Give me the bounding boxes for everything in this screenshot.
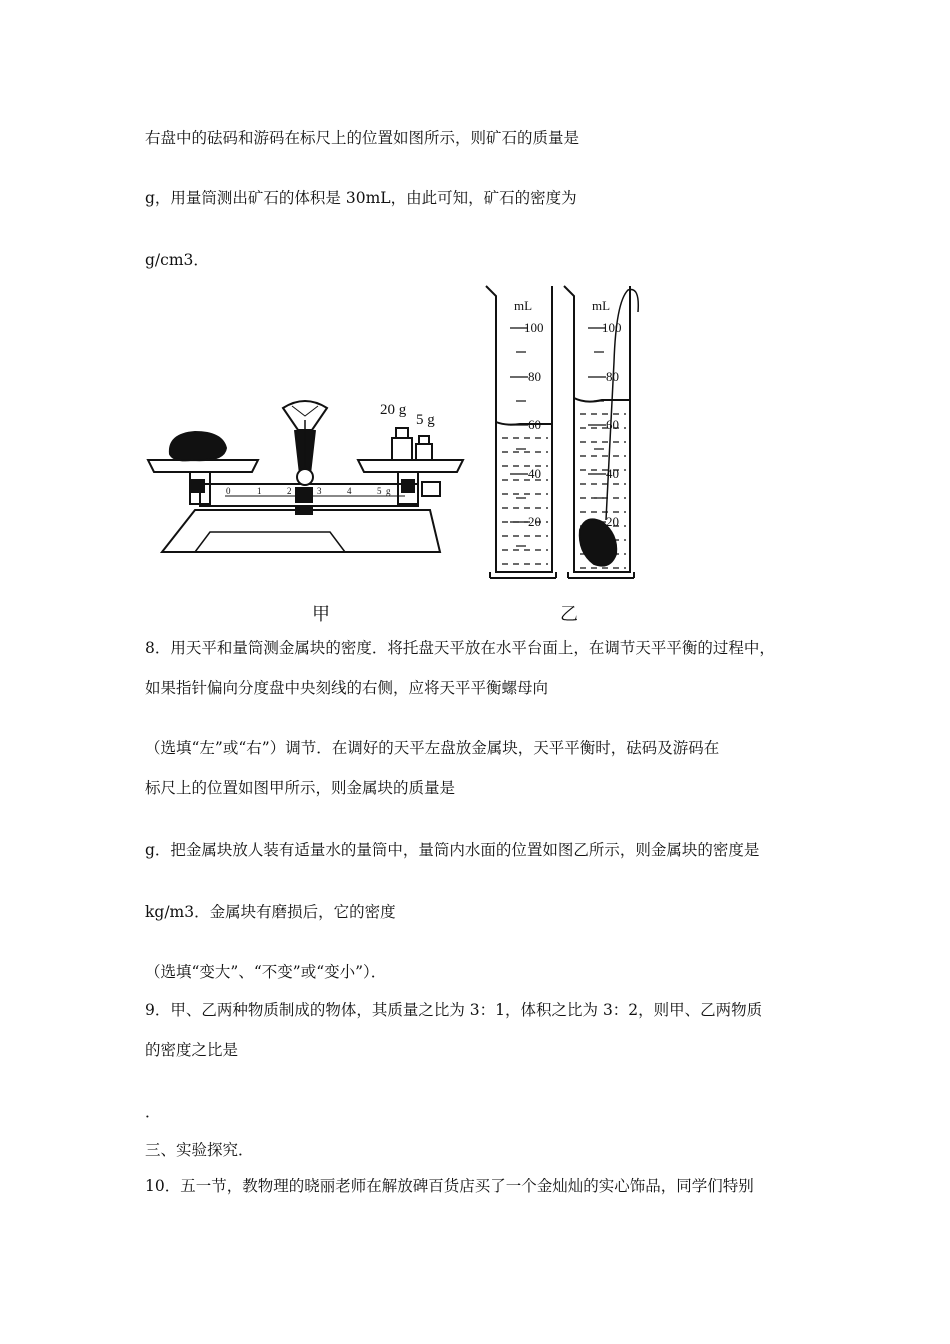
ruler-tick-label: 5 [377, 486, 382, 496]
text-line: kg/m3．金属块有磨损后，它的密度 [145, 903, 396, 921]
text-line: 的密度之比是 [145, 1041, 239, 1059]
ruler-tick-label: 4 [347, 486, 352, 496]
text-line: 标尺上的位置如图甲所示，则金属块的质量是 [145, 779, 456, 797]
cylinder-mark-label: 60 [528, 417, 541, 432]
text-line: 10．五一节，教物理的晓丽老师在解放碑百货店买了一个金灿灿的实心饰品，同学们特别 [145, 1177, 754, 1195]
balance-and-cylinder-figure [140, 282, 660, 627]
cylinder-unit-label: mL [592, 298, 611, 313]
weight-label-5g: 5 g [416, 412, 435, 428]
text-line: g，用量筒测出矿石的体积是 30mL，由此可知，矿石的密度为 [145, 189, 577, 207]
text-line: ． [145, 1103, 161, 1121]
cylinder-mark-label: 100 [602, 320, 622, 335]
ruler-tick-label: 0 [226, 486, 231, 496]
figure-caption-yi: 乙 [560, 604, 578, 625]
text-line: 9．甲、乙两种物质制成的物体，其质量之比为 3：1，体积之比为 3：2，则甲、乙两物质 [145, 1001, 763, 1019]
cylinder-before [486, 286, 556, 578]
cylinder-mark-label: 80 [528, 369, 541, 384]
text-line: （选填“左”或“右”）调节．在调好的天平左盘放金属块，天平平衡时，砝码及游码在 [145, 739, 720, 757]
cylinder-mark-label: 20 [606, 514, 619, 529]
figure-caption-jia: 甲 [312, 604, 330, 625]
text-line: 如果指针偏向分度盘中央刻线的右侧，应将天平平衡螺母向 [145, 679, 549, 697]
text-line: （选填“变大”、“不变”或“变小”）． [145, 963, 387, 981]
cylinder-mark-label: 20 [528, 514, 541, 529]
ruler-tick-label: 2 [287, 486, 292, 496]
cylinder-mark-label: 40 [606, 466, 619, 481]
text-line: g/cm3． [145, 251, 209, 269]
cylinder-mark-label: 40 [528, 466, 541, 481]
weight-label-20g: 20 g [380, 402, 407, 418]
cylinder-unit-label: mL [514, 298, 533, 313]
cylinder-mark-label: 100 [524, 320, 544, 335]
cylinder-mark-label: 60 [606, 417, 619, 432]
section-heading: 三、实验探究． [145, 1141, 254, 1159]
cylinder-mark-label: 80 [606, 369, 619, 384]
ruler-tick-label: 1 [257, 486, 262, 496]
figure-svg [140, 282, 660, 627]
text-line: 8．用天平和量筒测金属块的密度．将托盘天平放在水平台面上，在调节天平平衡的过程中， [145, 639, 775, 657]
ruler-tick-label: 3 [317, 486, 322, 496]
text-line: g．把金属块放人装有适量水的量筒中，量筒内水面的位置如图乙所示，则金属块的密度是 [145, 841, 760, 859]
text-line: 右盘中的砝码和游码在标尺上的位置如图所示，则矿石的质量是 [145, 129, 580, 147]
ruler-tick-label: g [386, 486, 391, 496]
